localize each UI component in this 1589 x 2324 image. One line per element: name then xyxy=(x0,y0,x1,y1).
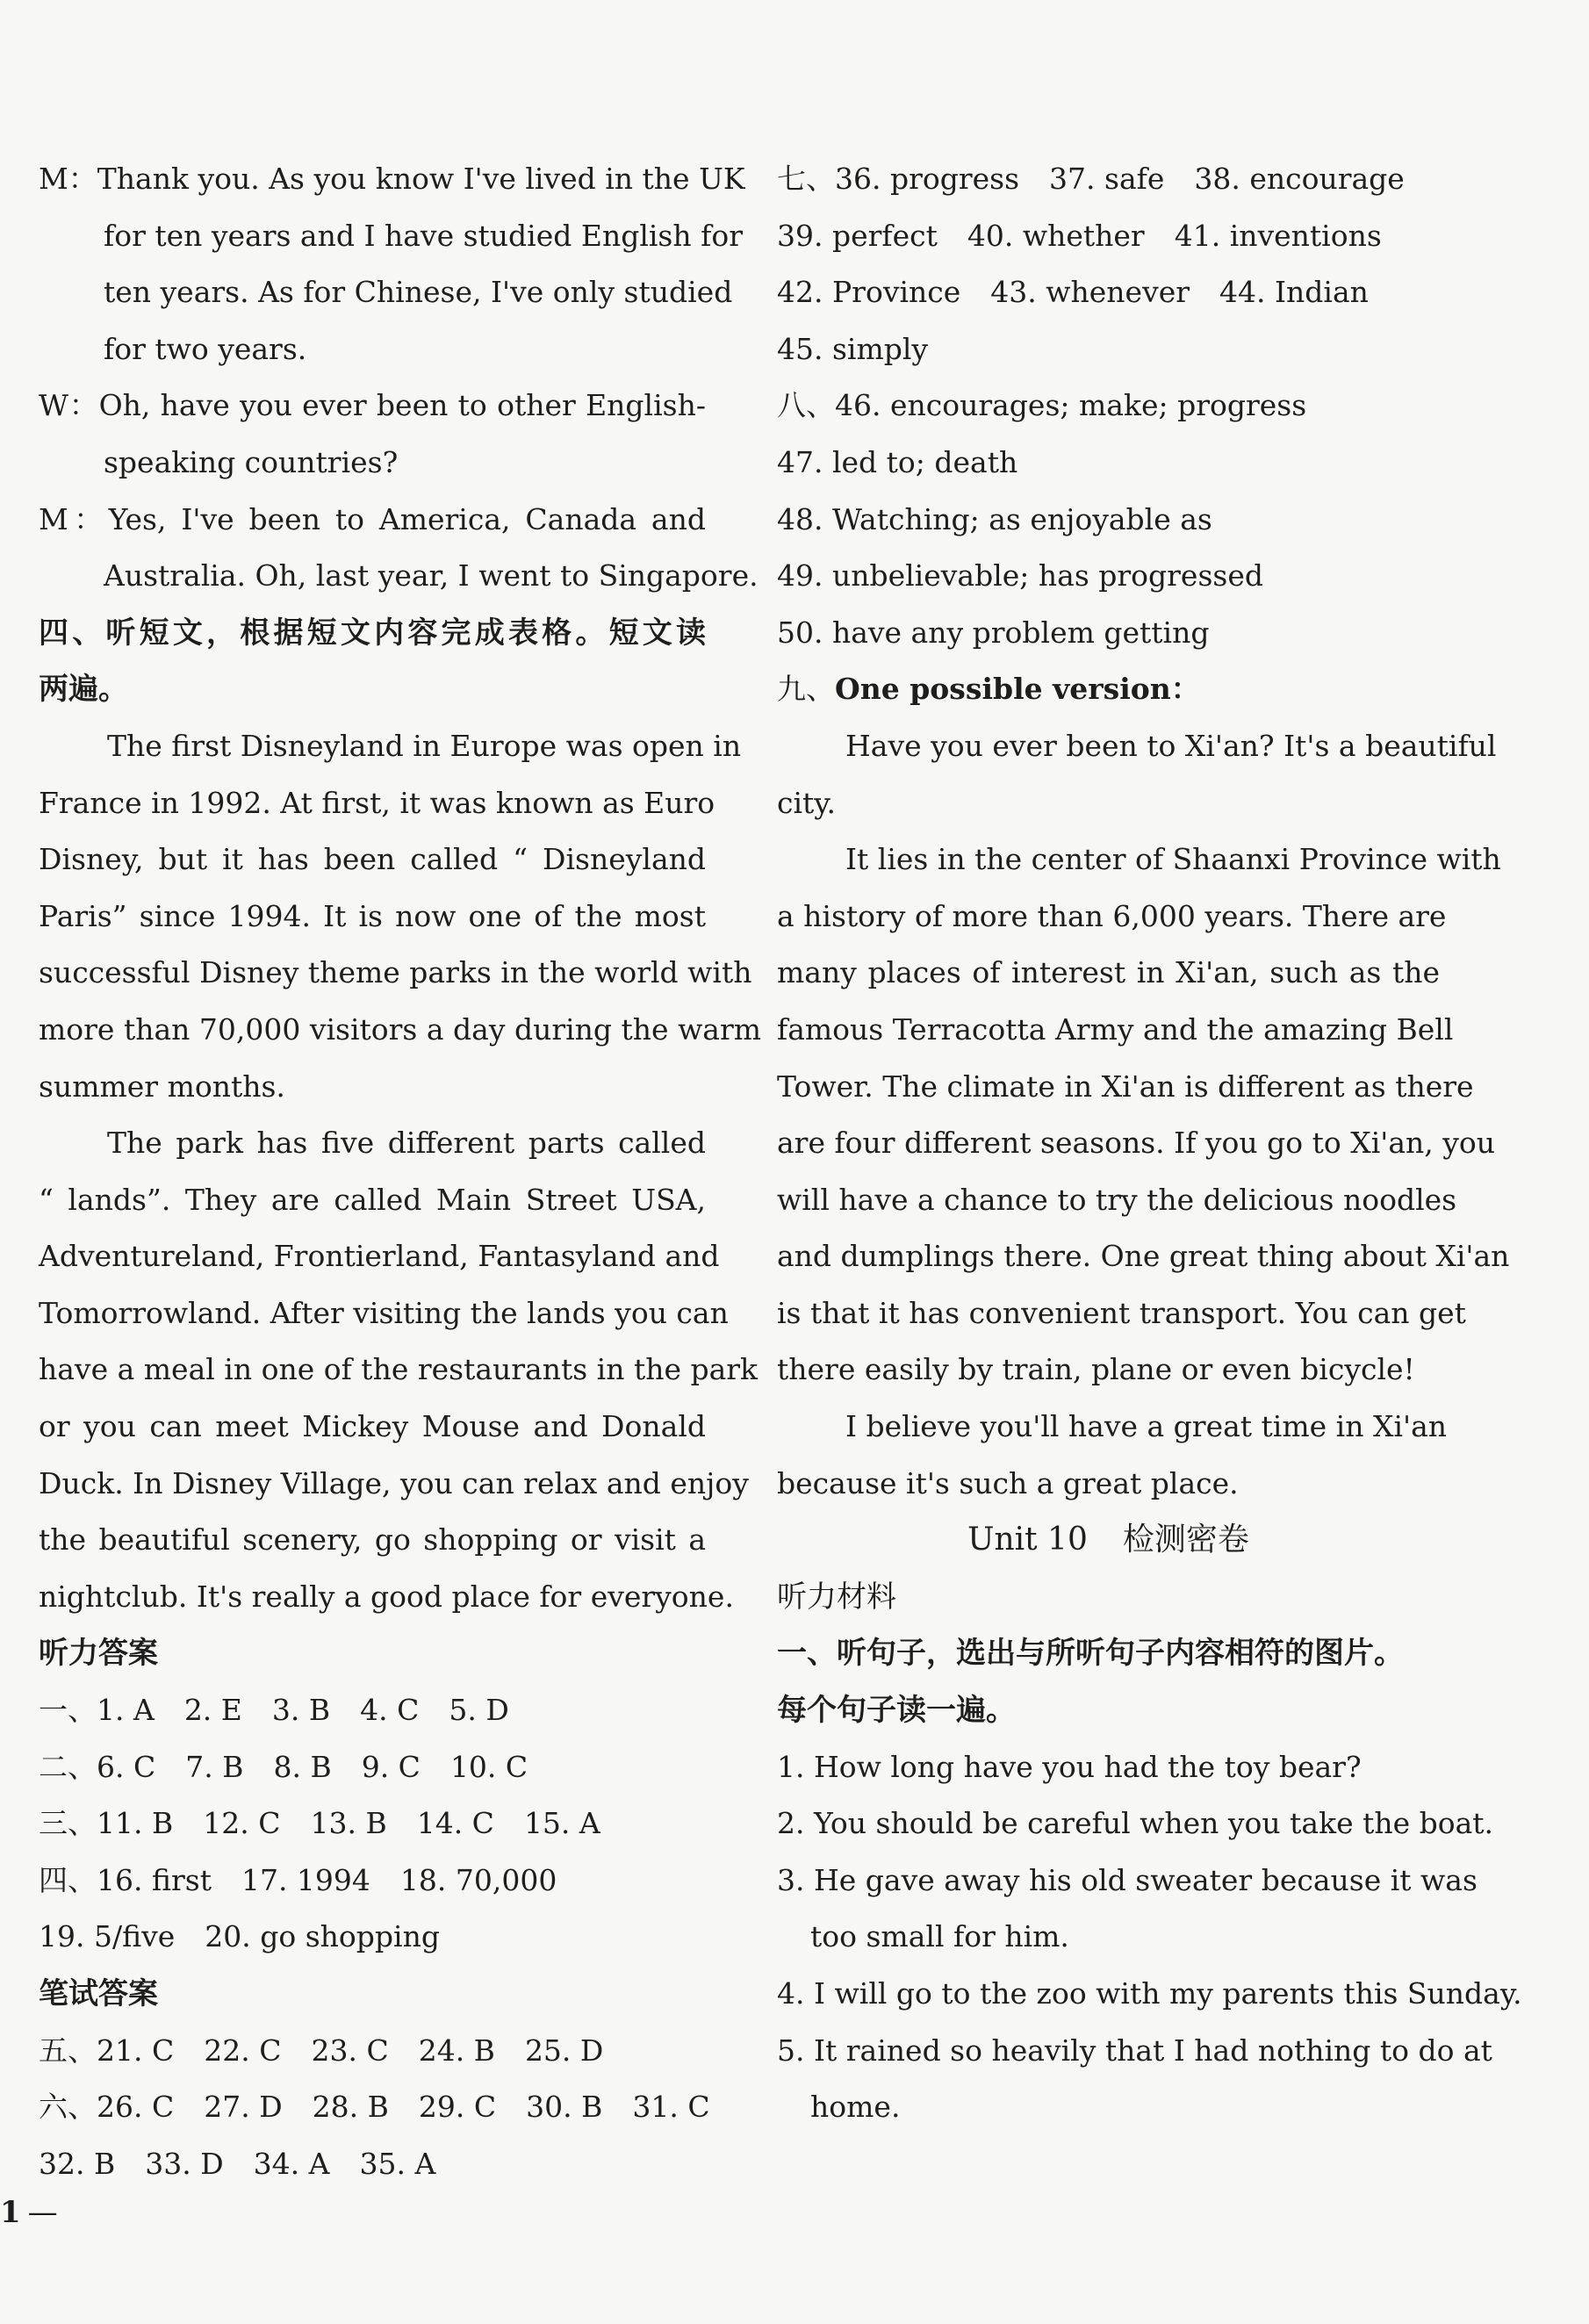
answer-item: 13. B xyxy=(310,1806,387,1841)
essay-line: because it's such a great place. xyxy=(777,1465,1239,1500)
answer-row xyxy=(39,1909,706,1966)
right-column xyxy=(777,151,1522,2136)
answer-row: 50. have any problem getting xyxy=(777,615,1210,650)
answer-item: 25. D xyxy=(524,2033,604,2068)
written-answers-title: 笔试答案 xyxy=(39,1976,158,2011)
answer-item: 38. encourage xyxy=(1194,162,1405,196)
answer-row xyxy=(39,2023,706,2080)
sentence-line xyxy=(777,1966,1522,2023)
essay-line: famous Terracotta Army and the amazing Bell xyxy=(777,1011,1454,1047)
answer-item: 12. C xyxy=(203,1806,281,1841)
sentence-number: 1. xyxy=(777,1749,805,1784)
section-heading: 两遍。 xyxy=(39,672,128,708)
answer-row: 八、46. encourages; make; progress xyxy=(777,388,1307,423)
sentence-line xyxy=(777,1853,1478,1910)
dialogue-text: Thank you. As you know I've lived in the UK xyxy=(97,162,745,196)
passage-line: successful Disney theme parks in the world with xyxy=(39,955,752,990)
sentence-item xyxy=(777,1795,1494,1853)
dialogue-line xyxy=(39,151,745,208)
answer-item: 19. 5/five xyxy=(39,1919,176,1954)
answer-item: 六、26. C xyxy=(39,2090,175,2125)
answer-item: 28. B xyxy=(312,2090,389,2125)
answer-item: 40. whether xyxy=(967,218,1145,253)
sentence-line xyxy=(777,1739,1440,1796)
passage-line: Paris” since 1994. It is now one of the most xyxy=(39,898,706,933)
sentence-item xyxy=(777,1853,1478,1966)
essay-line: Tower. The climate in Xi'an is different as there xyxy=(777,1068,1474,1104)
footer-dash: — xyxy=(27,2195,58,2230)
essay-line: It lies in the center of Shaanxi Province with xyxy=(845,842,1501,877)
passage-line: more than 70,000 visitors a day during the warm xyxy=(39,1011,762,1047)
answer-item: 15. A xyxy=(523,1806,600,1841)
sentence-line xyxy=(777,1795,1494,1853)
sentence-line: too small for him. xyxy=(810,1919,1069,1954)
answer-row xyxy=(777,208,1440,265)
answer-row xyxy=(777,264,1440,321)
speaker: M： xyxy=(39,501,109,536)
passage-line: nightclub. It's really a good place for everyone. xyxy=(39,1579,734,1614)
answer-item: 23. C xyxy=(311,2033,389,2068)
answer-row xyxy=(39,2079,710,2136)
answer-item: 14. C xyxy=(416,1806,494,1841)
essay-paragraph xyxy=(777,1399,1447,1512)
section-heading: 四、听短文，根据短文内容完成表格。短文读 xyxy=(39,615,706,651)
sentence-text: He gave away his old sweater because it was xyxy=(814,1862,1478,1897)
sentence-line: home. xyxy=(810,2090,901,2125)
answer-row xyxy=(39,1853,706,1910)
sentence-text: How long have you had the toy bear? xyxy=(814,1749,1362,1784)
answer-item: 18. 70,000 xyxy=(399,1862,557,1897)
essay-paragraph xyxy=(777,718,1497,831)
answer-item: 27. D xyxy=(204,2090,283,2125)
essay-line: I believe you'll have a great time in Xi'an xyxy=(845,1409,1447,1444)
speaker: W： xyxy=(39,388,99,423)
dialogue-turn xyxy=(39,151,745,378)
sentence-number: 4. xyxy=(777,1976,805,2011)
answer-item: 7. B xyxy=(185,1749,244,1784)
essay-line: a history of more than 6,000 years. There are xyxy=(777,898,1447,933)
dialogue-text: Oh, have you ever been to other English- xyxy=(98,388,707,423)
answer-item: 2. E xyxy=(183,1693,242,1728)
answer-row xyxy=(39,1795,706,1853)
answer-row: 49. unbelievable; has progressed xyxy=(777,558,1263,594)
answer-row xyxy=(39,1682,706,1739)
passage-paragraph xyxy=(39,718,762,1115)
essay-label: One possible version： xyxy=(835,672,1200,707)
dialogue-text: Yes, I've been to America, Canada and xyxy=(108,501,706,536)
dialogue-line xyxy=(39,378,706,435)
passage-line: The park has five different parts called xyxy=(107,1126,706,1161)
essay-line: will have a chance to try the delicious noodles xyxy=(777,1182,1457,1217)
sentence-text: I will go to the zoo with my parents this Sunday. xyxy=(814,1976,1522,2011)
passage-line: the beautiful scenery, go shopping or visit a xyxy=(39,1522,706,1558)
sentence-item xyxy=(777,2023,1492,2136)
essay-line: and dumplings there. One great thing about Xi'an xyxy=(777,1239,1510,1274)
answer-item: 22. C xyxy=(204,2033,282,2068)
passage-line: have a meal in one of the restaurants in the park xyxy=(39,1352,759,1387)
essay-line: city. xyxy=(777,785,837,820)
page-number: 1 xyxy=(0,2195,21,2230)
sentence-text: You should be careful when you take the boat. xyxy=(814,1806,1494,1841)
passage-line: The first Disneyland in Europe was open in xyxy=(107,728,742,763)
answer-item: 34. A xyxy=(253,2146,330,2181)
left-column xyxy=(39,151,762,2192)
page-footer xyxy=(0,2195,58,2230)
speaker: M： xyxy=(39,162,97,196)
answer-item: 一、1. A xyxy=(39,1693,155,1728)
passage-paragraph xyxy=(39,1115,759,1625)
answer-item: 七、36. progress xyxy=(777,162,1020,196)
dialogue-line: speaking countries? xyxy=(104,444,399,479)
answer-row: 48. Watching; as enjoyable as xyxy=(777,501,1212,536)
essay-paragraph xyxy=(777,831,1510,1399)
dialogue-line xyxy=(39,492,706,549)
sentence-text: It rained so heavily that I had nothing to do at xyxy=(814,2033,1492,2068)
answer-item: 41. inventions xyxy=(1174,218,1382,253)
answer-row: 47. led to; death xyxy=(777,444,1018,479)
dialogue-line: for two years. xyxy=(104,331,307,366)
answer-item: 30. B xyxy=(526,2090,603,2125)
answer-item: 4. C xyxy=(360,1693,420,1728)
answer-item: 三、11. B xyxy=(39,1806,174,1841)
answer-row xyxy=(39,1739,706,1796)
unit-number: Unit 10 xyxy=(967,1522,1088,1558)
section-heading: 每个句子读一遍。 xyxy=(777,1693,1016,1729)
dialogue-line: for ten years and I have studied English for xyxy=(104,218,743,253)
dialogue-turn xyxy=(39,378,706,491)
essay-line: there easily by train, plane or even bicycle! xyxy=(777,1352,1415,1387)
answer-item: 五、21. C xyxy=(39,2033,175,2068)
sentence-number: 5. xyxy=(777,2033,805,2068)
sentence-line xyxy=(777,2023,1492,2080)
answer-item: 44. Indian xyxy=(1219,275,1369,310)
answer-item: 31. C xyxy=(632,2090,710,2125)
sentence-item xyxy=(777,1739,1440,1796)
section-heading: 一、听句子，选出与所听句子内容相符的图片。 xyxy=(777,1636,1404,1672)
passage-line: Disney, but it has been called “ Disneyland xyxy=(39,842,706,877)
passage-line: Adventureland, Frontierland, Fantasyland and xyxy=(39,1239,720,1274)
answer-row xyxy=(39,2136,706,2193)
answer-item: 20. go shopping xyxy=(205,1919,440,1954)
passage-line: Tomorrowland. After visiting the lands you can xyxy=(39,1295,729,1330)
answer-item: 10. C xyxy=(449,1749,528,1784)
answer-item: 43. whenever xyxy=(990,275,1190,310)
sentence-item xyxy=(777,1966,1522,2023)
sentence-number: 3. xyxy=(777,1862,805,1897)
essay-line: Have you ever been to Xi'an? It's a beautiful xyxy=(845,728,1497,763)
dialogue-line: Australia. Oh, last year, I went to Singapore. xyxy=(104,558,759,594)
answer-item: 3. B xyxy=(271,1693,331,1728)
answer-item: 29. C xyxy=(418,2090,497,2125)
passage-line: or you can meet Mickey Mouse and Donald xyxy=(39,1409,706,1444)
listening-material-title: 听力材料 xyxy=(777,1579,896,1615)
dialogue-turn xyxy=(39,492,759,605)
essay-line: are four different seasons. If you go to Xi'an, you xyxy=(777,1126,1496,1161)
passage-line: “ lands”. They are called Main Street USA, xyxy=(39,1182,706,1217)
essay-prefix: 九、 xyxy=(777,672,835,707)
sentence-number: 2. xyxy=(777,1806,805,1841)
essay-line: is that it has convenient transport. You can get xyxy=(777,1295,1466,1330)
answer-item: 四、16. first xyxy=(39,1862,212,1897)
passage-line: Duck. In Disney Village, you can relax and enjoy xyxy=(39,1465,749,1500)
answer-item: 17. 1994 xyxy=(241,1862,370,1897)
dialogue-line: ten years. As for Chinese, I've only studied xyxy=(104,275,733,310)
listening-answers-title: 听力答案 xyxy=(39,1636,158,1672)
answer-row xyxy=(777,151,1440,208)
answer-item: 35. A xyxy=(359,2146,436,2181)
answer-row: 45. simply xyxy=(777,331,929,366)
passage-line: summer months. xyxy=(39,1068,285,1104)
essay-line: many places of interest in Xi'an, such as the xyxy=(777,955,1440,990)
essay-heading xyxy=(777,661,1440,718)
answer-item: 5. D xyxy=(449,1693,509,1728)
answer-item: 32. B xyxy=(39,2146,116,2181)
answer-item: 二、6. C xyxy=(39,1749,156,1784)
answer-item: 42. Province xyxy=(777,275,961,310)
answer-item: 37. safe xyxy=(1049,162,1165,196)
passage-line: France in 1992. At first, it was known as Euro xyxy=(39,785,715,820)
answer-item: 33. D xyxy=(145,2146,224,2181)
answer-item: 9. C xyxy=(361,1749,421,1784)
answer-item: 39. perfect xyxy=(777,218,938,253)
unit-subtitle: 检测密卷 xyxy=(1122,1522,1249,1558)
answer-item: 24. B xyxy=(418,2033,495,2068)
unit-title xyxy=(777,1512,1440,1569)
answer-item: 8. B xyxy=(273,1749,332,1784)
